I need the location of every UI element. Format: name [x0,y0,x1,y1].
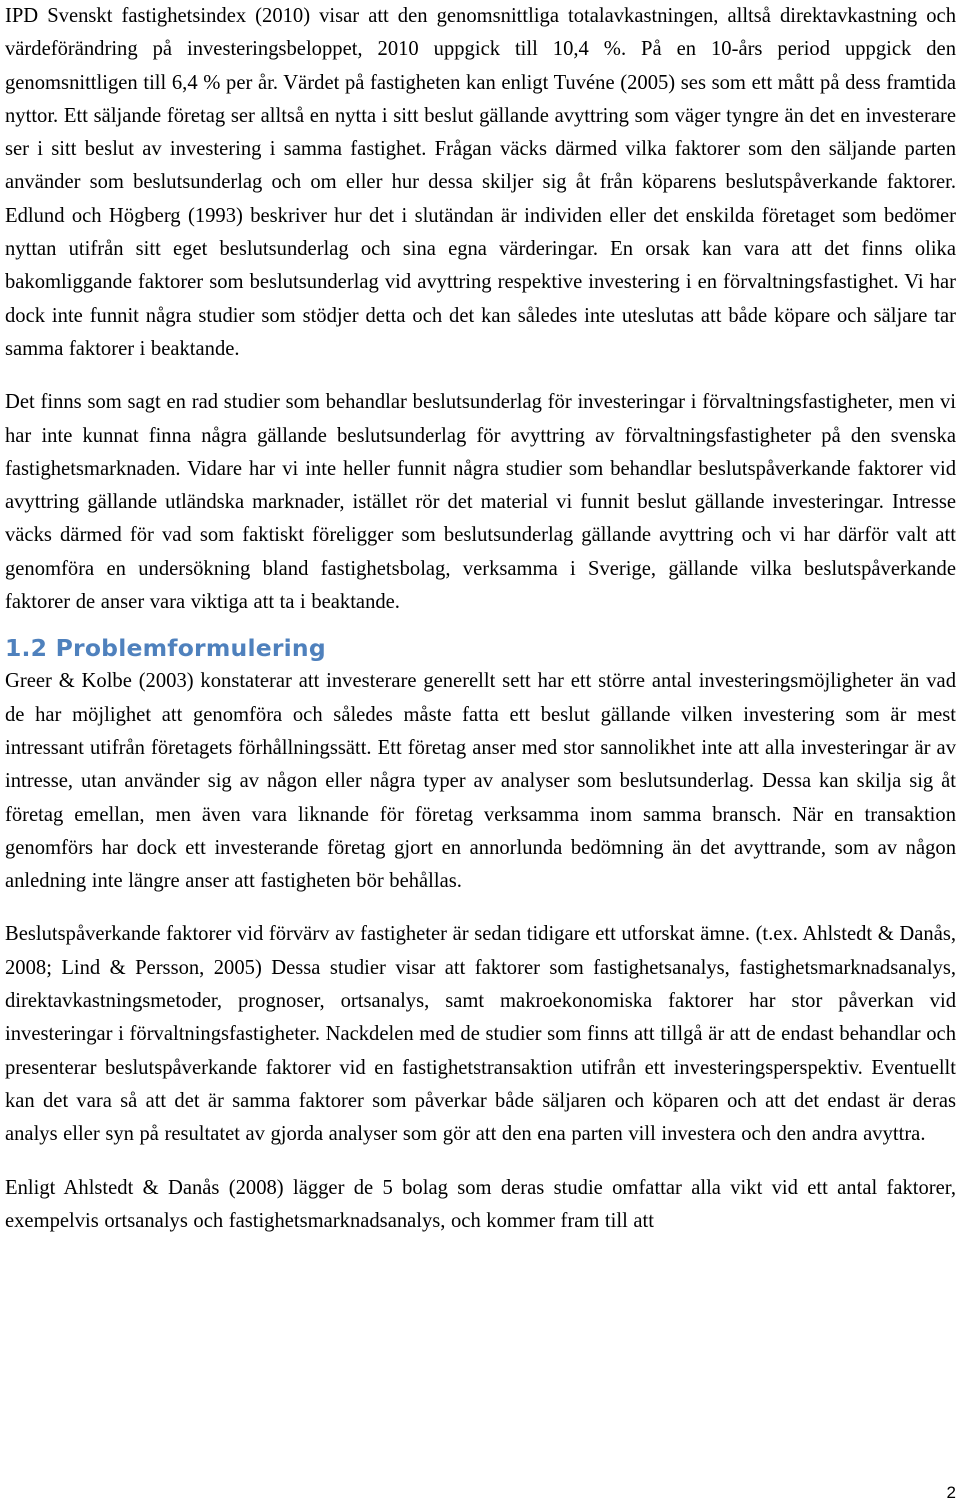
paragraph-research-gap: Det finns som sagt en rad studier som behandlar beslutsunderlag för investeringar i förvaltningsfastigheter, men vi har inte kunnat finna några gällande beslutsunderlag för avyttring av förvaltningsfastigheter på den svenska fastighetsmarknaden. Vidare har vi inte heller funnit några studier som behandlar beslutspåverkande faktorer vid avyttring gällande utländska marknader, istället rör det material vi funnit beslut gällande investeringar. Intresse väcks därmed för vad som faktiskt föreligger som beslutsunderlag gällande avyttring och vi har därför valt att genomföra en undersökning bland fastighetsbolag, verksamma i Sverige, gällande vilka beslutspåverkande faktorer de anser vara viktiga att ta i beaktande. [5,391,956,614]
paragraph-ahlstedt-danas: Enligt Ahlstedt & Danås (2008) lägger de 5 bolag som deras studie omfattar alla vikt vid ett antal faktorer, exempelvis ortsanalys och fastighetsmarknadsanalys, och kommer fram till att [5,1176,956,1232]
document-page [5,0,956,1238]
section-heading-problemformulering: 1.2 Problemformulering [5,634,326,663]
paragraph-decision-factors: Beslutspåverkande faktorer vid förvärv av fastigheter är sedan tidigare ett utforskat ämne. (t.ex. Ahlstedt & Danås, 2008; Lind & Persson, 2005) Dessa studier visar att faktorer som fastighetsanalys, fastighetsmarknadsanalys, direktavkastningsmetoder, prognoser, ortsanalys, samt makroekonomiska faktorer har stor påverkan vid investeringar i förvaltningsfastigheter. Nackdelen med de studier som finns att tillgå är att de endast behandlar och presenterar beslutspåverkande faktorer vid en fastighetstransaktion utifrån ett investeringsperspektiv. Eventuellt kan det vara så att det är samma faktorer som påverkar både säljaren och köparen och att det endast är deras analys eller syn på resultatet av gjorda analyser som gör att den ena parten vill investera och den andra avyttra. [5,923,956,1146]
paragraph-greer-kolbe: Greer & Kolbe (2003) konstaterar att investerare generellt sett har ett större antal investeringsmöjligheter än vad de har möjlighet att genomföra och således måste fatta ett beslut gällande vilken investering som är mest intressant utifrån företagets förhållningssätt. Ett företag anser med stor sannolikhet inte att alla investeringar är av intresse, utan använder sig av någon eller några typer av analyser som beslutsunderlag. Dessa kan skilja sig åt företag emellan, men även vara liknande för företag verksamma inom samma bransch. När en transaktion genomförs har dock ett investerande företag gjort en annorlunda bedömning än det avyttrande, som av någon anledning inte längre anser att fastigheten bör behållas. [5,670,956,893]
page-number: 2 [946,1483,956,1502]
paragraph-ipd-index: IPD Svenskt fastighetsindex (2010) visar att den genomsnittliga totalavkastningen, alltså direktavkastning och värdeförändring på investeringsbeloppet, 2010 uppgick till 10,4 %. På en 10-års period uppgick den genomsnittligen till 6,4 % per år. Värdet på fastigheten kan enligt Tuvéne (2005) ses som ett mått på dess framtida nyttor. Ett säljande företag ser alltså en nytta i sitt beslut gällande avyttring som väger tyngre än det en investerare ser i sitt beslut av investering i samma fastighet. Frågan väcks därmed vilka faktorer som den säljande parten använder som beslutsunderlag och om eller hur dessa skiljer sig åt från köparens beslutspåverkande faktorer. Edlund och Högberg (1993) beskriver hur det i slutändan är individen eller det enskilda företaget som bedömer nyttan utifrån sitt eget beslutsunderlag och sina egna värderingar. En orsak kan vara att det finns olika bakomliggande faktorer som beslutsunderlag vid avyttring respektive investering i en förvaltningsfastighet. Vi har dock inte funnit några studier som stödjer detta och det kan således inte uteslutas att både köpare och säljare tar samma faktorer i beaktande. [5,5,956,360]
